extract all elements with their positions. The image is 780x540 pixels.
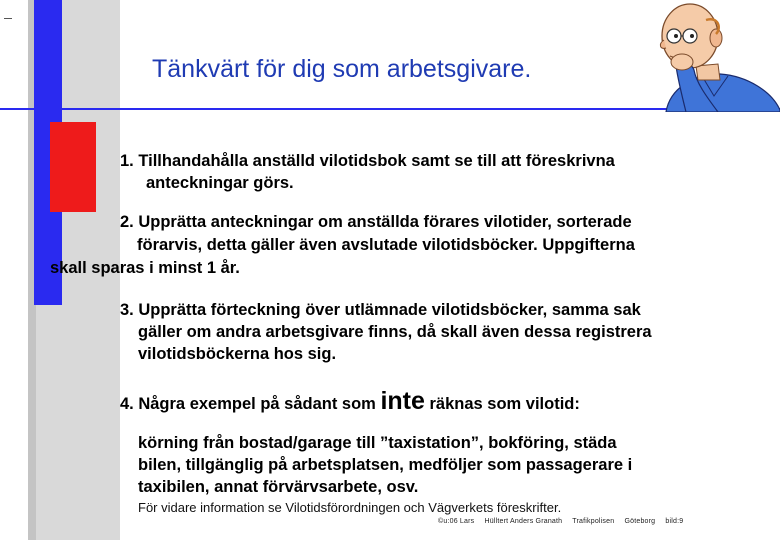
footer-organization: Trafikpolisen: [572, 518, 615, 525]
list-item-1-line2: anteckningar görs.: [146, 174, 294, 192]
list-item-2-line2: förarvis, detta gäller även avslutade vilotidsböcker. Uppgifterna: [137, 236, 635, 254]
list-item-3-line1: 3. Upprätta förteckning över utlämnade vilotidsböcker, samma sak: [120, 301, 641, 319]
slide-title: Tänkvärt för dig som arbetsgivare.: [152, 55, 532, 83]
examples-line1: körning från bostad/garage till ”taxistation”, bokföring, städa: [138, 434, 617, 452]
info-note: För vidare information se Vilotidsförordningen och Vägverkets föreskrifter.: [138, 500, 562, 515]
corner-mark: [4, 18, 12, 19]
list-item-3-line2: gäller om andra arbetsgivare finns, då skall även dessa registrera: [138, 323, 652, 341]
footer-authors: Hülltert Anders Granath: [484, 518, 563, 525]
examples-line2: bilen, tillgänglig på arbetsplatsen, medföljer som passagerare i: [138, 456, 633, 474]
thinking-man-illustration: [636, 0, 780, 112]
list-item-2-line1: 2. Upprätta anteckningar om anställda förares vilotider, sorterade: [120, 213, 632, 231]
list-item-2-line3: skall sparas i minst 1 år.: [50, 259, 240, 277]
list-item-4: [120, 387, 580, 415]
decorative-red-block: [50, 122, 96, 212]
list-item-4-after: räknas som vilotid:: [429, 395, 580, 413]
footer-city: Göteborg: [624, 518, 656, 525]
list-item-4-before: 4. Några exempel på sådant som: [120, 395, 376, 413]
slide-footer: [438, 518, 691, 525]
footer-copyright: ©u:06 Lars: [438, 518, 475, 525]
examples-line3: taxibilen, annat förvärvsarbete, osv.: [138, 478, 419, 496]
list-item-3-line3: vilotidsböckerna hos sig.: [138, 345, 337, 363]
footer-slide-number: bild:9: [665, 518, 684, 525]
list-item-1-line1: 1. Tillhandahålla anställd vilotidsbok samt se till att föreskrivna: [120, 152, 615, 170]
list-item-4-emphasis: inte: [380, 387, 425, 415]
